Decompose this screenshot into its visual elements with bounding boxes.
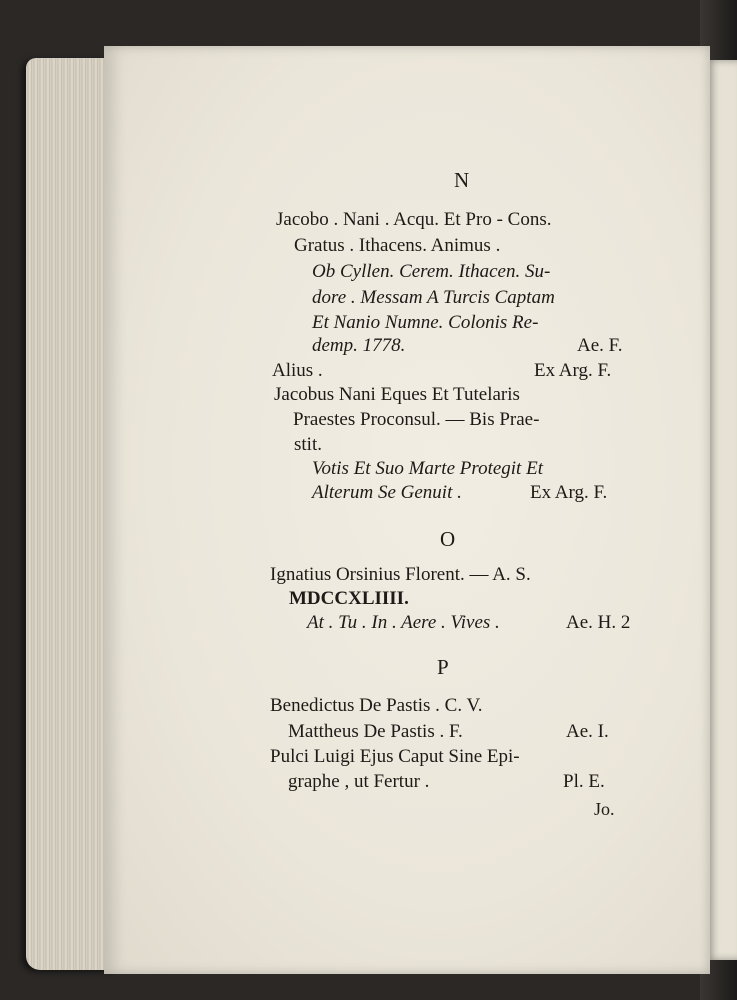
metal-designation: Ae. H. 2 [566, 612, 631, 633]
catchword: Jo. [594, 799, 615, 819]
metal-designation: Ae. I. [566, 721, 609, 742]
entry-line: Benedictus De Pastis . C. V. [270, 695, 483, 716]
entry-line-italic: At . Tu . In . Aere . Vives . [307, 612, 500, 633]
book-page [104, 46, 710, 974]
entry-line: Gratus . Ithacens. Animus . [294, 235, 501, 256]
section-heading-o: O [440, 527, 457, 551]
entry-line: stit. [294, 434, 322, 455]
entry-line-italic: Ob Cyllen. Cerem. Ithacen. Su- [312, 261, 551, 282]
entry-line-italic: Alterum Se Genuit . [312, 482, 462, 503]
entry-line-italic: Et Nanio Numne. Colonis Re- [312, 312, 539, 333]
entry-line: MDCCXLIIII. [289, 588, 409, 609]
entry-line-italic: demp. 1778. [312, 335, 406, 356]
metal-designation: Ex Arg. F. [530, 482, 608, 503]
entry-line: Alius . [272, 360, 323, 381]
section-heading-p: P [437, 655, 450, 679]
section-heading-n: N [454, 168, 471, 192]
entry-line: Praestes Proconsul. — Bis Prae- [293, 409, 540, 430]
metal-designation: Ex Arg. F. [534, 360, 612, 381]
entry-line: Pulci Luigi Ejus Caput Sine Epi- [270, 746, 520, 767]
entry-line-italic: dore . Messam A Turcis Captam [312, 287, 555, 308]
entry-line: Jacobo . Nani . Acqu. Et Pro - Cons. [276, 209, 552, 230]
entry-line: Ignatius Orsinius Florent. — A. S. [270, 564, 531, 585]
metal-designation: Pl. E. [563, 771, 605, 792]
entry-line: Jacobus Nani Eques Et Tutelaris [274, 384, 520, 405]
entry-line: graphe , ut Fertur . [288, 771, 430, 792]
facing-page-edge [706, 60, 737, 960]
entry-line: Mattheus De Pastis . F. [288, 721, 463, 742]
metal-designation: Ae. F. [577, 335, 623, 356]
entry-line-italic: Votis Et Suo Marte Protegit Et [312, 458, 543, 479]
